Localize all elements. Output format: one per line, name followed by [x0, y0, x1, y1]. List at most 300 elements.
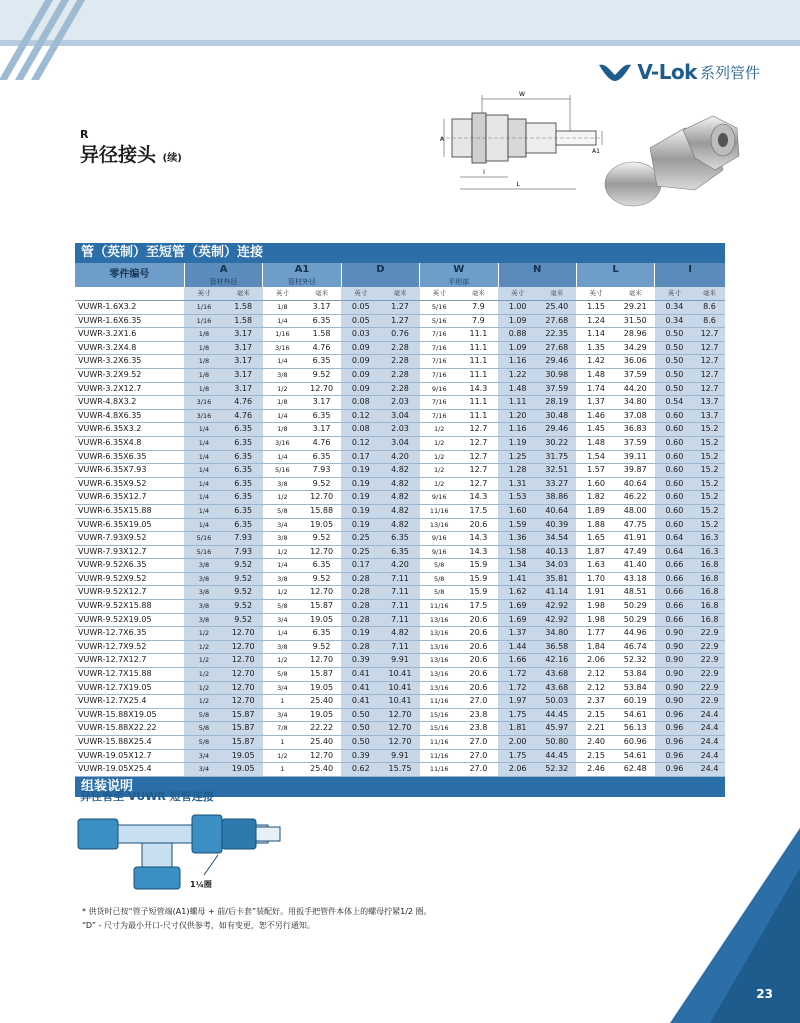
- cell-part-no: VUWR-9.52X6.35: [75, 559, 184, 573]
- cell-d-mm: 4.82: [380, 627, 419, 641]
- cell-part-no: VUWR-7.93X9.52: [75, 532, 184, 546]
- cell-n-mm: 28.19: [537, 396, 576, 410]
- cell-i-inch: 0.60: [655, 491, 694, 505]
- col-part-no: 零件编号: [75, 263, 184, 287]
- cell-part-no: VUWR-7.93X12.7: [75, 545, 184, 559]
- cell-w-inch: 15/16: [420, 722, 459, 736]
- cell-a-inch: 5/8: [184, 708, 223, 722]
- cell-n-mm: 27.68: [537, 314, 576, 328]
- table-row: [75, 695, 725, 709]
- cell-i-mm: 22.9: [694, 695, 725, 709]
- cell-a1-inch: 5/8: [263, 668, 302, 682]
- title-main: 异径接头: [80, 144, 157, 166]
- cell-a1-inch: 3/4: [263, 681, 302, 695]
- cell-n-inch: 1.11: [498, 396, 537, 410]
- cell-l-mm: 56.13: [616, 722, 655, 736]
- cell-a-inch: 1/4: [184, 464, 223, 478]
- cell-l-inch: 2.40: [576, 736, 615, 750]
- cell-i-mm: 16.3: [694, 545, 725, 559]
- table-row: [75, 559, 725, 573]
- cell-a-inch: 1/2: [184, 695, 223, 709]
- table-row: [75, 708, 725, 722]
- cell-a1-mm: 12.70: [302, 382, 341, 396]
- cell-i-mm: 8.6: [694, 314, 725, 328]
- cell-a-inch: 1/8: [184, 368, 223, 382]
- cell-a-inch: 1/8: [184, 328, 223, 342]
- table-row: [75, 627, 725, 641]
- cell-d-inch: 0.39: [341, 749, 380, 763]
- cell-a-mm: 12.70: [224, 627, 263, 641]
- table-row: [75, 382, 725, 396]
- table-row: [75, 640, 725, 654]
- col-w-sub: 平坦部: [420, 277, 498, 287]
- cell-a1-inch: 1: [263, 695, 302, 709]
- col-w: W: [420, 263, 498, 277]
- cell-w-inch: 13/16: [420, 613, 459, 627]
- cell-i-mm: 8.6: [694, 301, 725, 315]
- cell-i-inch: 0.64: [655, 532, 694, 546]
- cell-a-mm: 4.76: [224, 396, 263, 410]
- cell-l-inch: 1.77: [576, 627, 615, 641]
- unit-mm: 毫米: [537, 287, 576, 301]
- cell-n-mm: 34.80: [537, 627, 576, 641]
- cell-d-mm: 2.28: [380, 341, 419, 355]
- cell-i-mm: 16.8: [694, 613, 725, 627]
- cell-w-inch: 5/16: [420, 314, 459, 328]
- cell-part-no: VUWR-15.88X25.4: [75, 736, 184, 750]
- cell-a-mm: 12.70: [224, 681, 263, 695]
- cell-d-inch: 0.09: [341, 341, 380, 355]
- cell-a-mm: 3.17: [224, 382, 263, 396]
- cell-w-mm: 11.1: [459, 355, 498, 369]
- col-i-sub: [655, 277, 725, 287]
- cell-l-mm: 48.51: [616, 586, 655, 600]
- cell-l-inch: 1.88: [576, 518, 615, 532]
- dim-w-label: W: [519, 91, 525, 98]
- cell-l-inch: 1.82: [576, 491, 615, 505]
- cell-a-mm: 19.05: [224, 763, 263, 777]
- cell-d-inch: 0.41: [341, 668, 380, 682]
- cell-d-mm: 7.11: [380, 572, 419, 586]
- cell-d-mm: 1.27: [380, 301, 419, 315]
- assembly-section-title: 组装说明: [75, 777, 725, 797]
- cell-l-inch: 1.60: [576, 477, 615, 491]
- dimension-table: [75, 243, 725, 797]
- cell-l-inch: 1.45: [576, 423, 615, 437]
- cell-i-inch: 0.60: [655, 423, 694, 437]
- cell-n-inch: 1.75: [498, 749, 537, 763]
- cell-l-mm: 37.59: [616, 368, 655, 382]
- cell-n-inch: 2.06: [498, 763, 537, 777]
- cell-i-mm: 15.2: [694, 477, 725, 491]
- cell-d-inch: 0.62: [341, 763, 380, 777]
- dim-a1-label: A1: [592, 148, 600, 155]
- cell-w-mm: 20.6: [459, 627, 498, 641]
- table-row: [75, 613, 725, 627]
- cell-part-no: VUWR-3.2X6.35: [75, 355, 184, 369]
- cell-i-mm: 12.7: [694, 368, 725, 382]
- cell-a-mm: 6.35: [224, 436, 263, 450]
- table-row: [75, 477, 725, 491]
- cell-a1-inch: 3/8: [263, 572, 302, 586]
- cell-n-mm: 31.75: [537, 450, 576, 464]
- cell-l-mm: 46.22: [616, 491, 655, 505]
- cell-l-mm: 28.96: [616, 328, 655, 342]
- cell-i-mm: 16.8: [694, 600, 725, 614]
- cell-a1-inch: 1/8: [263, 396, 302, 410]
- cell-w-inch: 1/2: [420, 464, 459, 478]
- cell-d-inch: 0.03: [341, 328, 380, 342]
- cell-d-mm: 9.91: [380, 654, 419, 668]
- cell-part-no: VUWR-6.35X19.05: [75, 518, 184, 532]
- cell-n-inch: 1.75: [498, 708, 537, 722]
- table-row: [75, 572, 725, 586]
- table-row: [75, 722, 725, 736]
- cell-a-mm: 6.35: [224, 491, 263, 505]
- cell-a-mm: 6.35: [224, 504, 263, 518]
- cell-n-mm: 40.39: [537, 518, 576, 532]
- unit-cell-blank: [75, 287, 184, 301]
- cell-d-mm: 2.28: [380, 355, 419, 369]
- unit-inch: 英寸: [498, 287, 537, 301]
- cell-d-inch: 0.19: [341, 518, 380, 532]
- cell-i-inch: 0.50: [655, 328, 694, 342]
- cell-w-mm: 14.3: [459, 382, 498, 396]
- cell-a-mm: 15.87: [224, 736, 263, 750]
- cell-a1-mm: 19.05: [302, 613, 341, 627]
- logo-mark-icon: [597, 61, 633, 83]
- cell-i-mm: 15.2: [694, 436, 725, 450]
- cell-l-inch: 1.14: [576, 328, 615, 342]
- cell-n-inch: 1.16: [498, 355, 537, 369]
- cell-l-mm: 62.48: [616, 763, 655, 777]
- col-l: L: [576, 263, 654, 277]
- cell-n-inch: 1.58: [498, 545, 537, 559]
- cell-n-inch: 1.09: [498, 341, 537, 355]
- cell-a1-inch: 1/2: [263, 586, 302, 600]
- cell-i-inch: 0.96: [655, 736, 694, 750]
- cell-w-mm: 20.6: [459, 668, 498, 682]
- cell-n-inch: 1.34: [498, 559, 537, 573]
- cell-w-mm: 11.1: [459, 341, 498, 355]
- cell-d-inch: 0.17: [341, 559, 380, 573]
- cell-a-inch: 1/8: [184, 341, 223, 355]
- cell-d-inch: 0.09: [341, 355, 380, 369]
- col-a: A: [184, 263, 262, 277]
- cell-a-inch: 3/16: [184, 409, 223, 423]
- cell-l-inch: 1.54: [576, 450, 615, 464]
- col-n: N: [498, 263, 576, 277]
- cell-d-inch: 0.41: [341, 695, 380, 709]
- cell-part-no: VUWR-6.35X6.35: [75, 450, 184, 464]
- cell-a-mm: 3.17: [224, 341, 263, 355]
- cell-i-mm: 12.7: [694, 328, 725, 342]
- cell-w-inch: 9/16: [420, 532, 459, 546]
- cell-a1-inch: 3/8: [263, 640, 302, 654]
- cell-d-mm: 1.27: [380, 314, 419, 328]
- cell-w-inch: 7/16: [420, 396, 459, 410]
- cell-a1-inch: 1/2: [263, 545, 302, 559]
- cell-a1-mm: 6.35: [302, 450, 341, 464]
- cell-w-mm: 7.9: [459, 314, 498, 328]
- cell-i-mm: 24.4: [694, 708, 725, 722]
- cell-a1-mm: 7.93: [302, 464, 341, 478]
- cell-l-inch: 2.15: [576, 708, 615, 722]
- cell-a-mm: 12.70: [224, 640, 263, 654]
- cell-l-mm: 60.19: [616, 695, 655, 709]
- cell-a-inch: 1/2: [184, 654, 223, 668]
- cell-n-mm: 34.03: [537, 559, 576, 573]
- cell-l-inch: 1.48: [576, 436, 615, 450]
- unit-inch: 英寸: [263, 287, 302, 301]
- cell-w-inch: 5/8: [420, 572, 459, 586]
- cell-d-mm: 4.82: [380, 491, 419, 505]
- cell-l-mm: 54.61: [616, 708, 655, 722]
- cell-w-mm: 17.5: [459, 600, 498, 614]
- cell-w-inch: 11/16: [420, 600, 459, 614]
- cell-w-mm: 12.7: [459, 450, 498, 464]
- cell-i-mm: 12.7: [694, 382, 725, 396]
- cell-a-mm: 12.70: [224, 654, 263, 668]
- cell-w-inch: 11/16: [420, 763, 459, 777]
- cell-d-mm: 4.82: [380, 504, 419, 518]
- cell-w-mm: 11.1: [459, 328, 498, 342]
- cell-w-mm: 14.3: [459, 491, 498, 505]
- cell-i-mm: 16.8: [694, 559, 725, 573]
- cell-l-inch: 2.37: [576, 695, 615, 709]
- note-1: * 供货时已按“管子短管端(A1)螺母 + 前/后卡套”装配好。用扳手把管件本体上的螺母拧紧1/2 圈。: [82, 907, 432, 916]
- table-row: [75, 423, 725, 437]
- cell-i-mm: 16.8: [694, 572, 725, 586]
- cell-a1-inch: 1/8: [263, 301, 302, 315]
- cell-a-mm: 6.35: [224, 518, 263, 532]
- cell-n-mm: 40.64: [537, 504, 576, 518]
- cell-w-mm: 12.7: [459, 423, 498, 437]
- cell-n-mm: 42.92: [537, 600, 576, 614]
- cell-a1-inch: 1/4: [263, 559, 302, 573]
- cell-n-mm: 44.45: [537, 749, 576, 763]
- cell-n-inch: 1.31: [498, 477, 537, 491]
- cell-a1-inch: 1/4: [263, 627, 302, 641]
- cell-part-no: VUWR-3.2X9.52: [75, 368, 184, 382]
- cell-part-no: VUWR-9.52X15.88: [75, 600, 184, 614]
- cell-a-inch: 1/4: [184, 477, 223, 491]
- cell-d-inch: 0.28: [341, 586, 380, 600]
- cell-i-mm: 24.4: [694, 736, 725, 750]
- cell-a-mm: 3.17: [224, 368, 263, 382]
- cell-d-mm: 0.76: [380, 328, 419, 342]
- cell-d-inch: 0.12: [341, 409, 380, 423]
- cell-w-inch: 7/16: [420, 409, 459, 423]
- table-row: [75, 654, 725, 668]
- cell-w-mm: 20.6: [459, 518, 498, 532]
- cell-l-inch: 1.70: [576, 572, 615, 586]
- cell-l-mm: 60.96: [616, 736, 655, 750]
- cell-a-mm: 15.87: [224, 722, 263, 736]
- cell-w-inch: 13/16: [420, 668, 459, 682]
- table-row: [75, 749, 725, 763]
- table-row: [75, 545, 725, 559]
- cell-a-inch: 3/4: [184, 763, 223, 777]
- cell-i-inch: 0.60: [655, 464, 694, 478]
- cell-w-mm: 12.7: [459, 464, 498, 478]
- cell-a-mm: 12.70: [224, 668, 263, 682]
- cell-a-inch: 5/16: [184, 545, 223, 559]
- cell-i-mm: 12.7: [694, 341, 725, 355]
- cell-w-mm: 20.6: [459, 654, 498, 668]
- cell-a-mm: 3.17: [224, 355, 263, 369]
- cell-a-mm: 9.52: [224, 600, 263, 614]
- cell-a1-inch: 3/8: [263, 368, 302, 382]
- cell-d-inch: 0.28: [341, 572, 380, 586]
- cell-n-mm: 41.14: [537, 586, 576, 600]
- cell-n-inch: 1.25: [498, 450, 537, 464]
- cell-a1-mm: 9.52: [302, 532, 341, 546]
- cell-l-inch: 2.15: [576, 749, 615, 763]
- cell-w-inch: 7/16: [420, 341, 459, 355]
- cell-n-mm: 33.27: [537, 477, 576, 491]
- cell-n-mm: 36.58: [537, 640, 576, 654]
- brand-logo: [597, 58, 760, 86]
- cell-n-mm: 32.51: [537, 464, 576, 478]
- cell-l-mm: 39.11: [616, 450, 655, 464]
- cell-w-inch: 9/16: [420, 382, 459, 396]
- cell-a-inch: 1/4: [184, 504, 223, 518]
- cell-a-inch: 1/8: [184, 382, 223, 396]
- cell-n-inch: 1.59: [498, 518, 537, 532]
- table-row: [75, 600, 725, 614]
- cell-a1-inch: 3/8: [263, 532, 302, 546]
- cell-n-inch: 2.00: [498, 736, 537, 750]
- unit-inch: 英寸: [655, 287, 694, 301]
- cell-a-inch: 1/4: [184, 518, 223, 532]
- cell-n-inch: 1.36: [498, 532, 537, 546]
- unit-inch: 英寸: [341, 287, 380, 301]
- cell-l-inch: 2.12: [576, 668, 615, 682]
- unit-mm: 毫米: [459, 287, 498, 301]
- cell-part-no: VUWR-6.35X12.7: [75, 491, 184, 505]
- cell-n-mm: 35.81: [537, 572, 576, 586]
- cell-w-inch: 1/2: [420, 450, 459, 464]
- cell-part-no: VUWR-12.7X6.35: [75, 627, 184, 641]
- cell-a1-inch: 5/8: [263, 504, 302, 518]
- cell-w-inch: 11/16: [420, 736, 459, 750]
- cell-d-inch: 0.41: [341, 681, 380, 695]
- cell-w-mm: 20.6: [459, 640, 498, 654]
- cell-d-mm: 7.11: [380, 586, 419, 600]
- cell-a1-inch: 1/4: [263, 409, 302, 423]
- cell-a1-mm: 6.35: [302, 627, 341, 641]
- cell-w-inch: 7/16: [420, 328, 459, 342]
- cell-d-inch: 0.28: [341, 600, 380, 614]
- cell-l-inch: 2.06: [576, 654, 615, 668]
- cell-a1-mm: 9.52: [302, 477, 341, 491]
- cell-w-mm: 20.6: [459, 613, 498, 627]
- cell-w-mm: 15.9: [459, 586, 498, 600]
- cell-d-mm: 12.70: [380, 708, 419, 722]
- cell-a-inch: 1/16: [184, 314, 223, 328]
- cell-i-inch: 0.96: [655, 708, 694, 722]
- cell-part-no: VUWR-12.7X15.88: [75, 668, 184, 682]
- cell-d-mm: 12.70: [380, 722, 419, 736]
- cell-n-mm: 45.97: [537, 722, 576, 736]
- cell-w-inch: 1/2: [420, 423, 459, 437]
- cell-a-mm: 6.35: [224, 423, 263, 437]
- cell-a1-inch: 3/4: [263, 613, 302, 627]
- cell-n-inch: 1.72: [498, 681, 537, 695]
- cell-d-inch: 0.28: [341, 613, 380, 627]
- cell-n-inch: 1.53: [498, 491, 537, 505]
- cell-l-inch: 1.15: [576, 301, 615, 315]
- cell-w-mm: 23.8: [459, 722, 498, 736]
- cell-a1-inch: 1: [263, 763, 302, 777]
- cell-d-inch: 0.09: [341, 382, 380, 396]
- cell-d-mm: 6.35: [380, 532, 419, 546]
- cell-l-mm: 41.40: [616, 559, 655, 573]
- cell-a-inch: 3/8: [184, 559, 223, 573]
- page-title: [80, 140, 182, 167]
- cell-w-inch: 11/16: [420, 695, 459, 709]
- cell-w-mm: 20.6: [459, 681, 498, 695]
- cell-l-mm: 37.08: [616, 409, 655, 423]
- cell-l-mm: 34.80: [616, 396, 655, 410]
- title-prefix: R: [80, 128, 89, 141]
- cell-n-mm: 22.35: [537, 328, 576, 342]
- cell-a1-inch: 1/2: [263, 749, 302, 763]
- cell-i-mm: 24.4: [694, 749, 725, 763]
- col-a1-sub: 管材外径: [263, 277, 341, 287]
- cell-w-mm: 7.9: [459, 301, 498, 315]
- table-row: [75, 409, 725, 423]
- cell-d-mm: 4.82: [380, 518, 419, 532]
- turn-label: 1¼圈: [190, 880, 212, 889]
- cell-a1-mm: 22.22: [302, 722, 341, 736]
- cell-i-inch: 0.66: [655, 586, 694, 600]
- cell-d-mm: 3.04: [380, 409, 419, 423]
- cell-a-mm: 9.52: [224, 559, 263, 573]
- cell-part-no: VUWR-3.2X1.6: [75, 328, 184, 342]
- fitting-diagram: [430, 85, 610, 200]
- cell-n-inch: 1.69: [498, 613, 537, 627]
- cell-a-mm: 9.52: [224, 613, 263, 627]
- cell-n-inch: 1.28: [498, 464, 537, 478]
- cell-i-mm: 13.7: [694, 396, 725, 410]
- cell-l-inch: 1.74: [576, 382, 615, 396]
- cell-a-inch: 5/8: [184, 722, 223, 736]
- unit-inch: 英寸: [184, 287, 223, 301]
- cell-d-mm: 4.20: [380, 559, 419, 573]
- cell-part-no: VUWR-6.35X9.52: [75, 477, 184, 491]
- cell-w-mm: 12.7: [459, 436, 498, 450]
- cell-n-mm: 30.98: [537, 368, 576, 382]
- cell-d-inch: 0.19: [341, 464, 380, 478]
- cell-l-inch: 1.48: [576, 368, 615, 382]
- cell-d-inch: 0.50: [341, 722, 380, 736]
- cell-part-no: VUWR-12.7X25.4: [75, 695, 184, 709]
- dim-i-label: I: [483, 169, 485, 176]
- cell-d-mm: 6.35: [380, 545, 419, 559]
- cell-w-inch: 1/2: [420, 477, 459, 491]
- cell-part-no: VUWR-15.88X22.22: [75, 722, 184, 736]
- cell-n-inch: 1.19: [498, 436, 537, 450]
- cell-i-inch: 0.60: [655, 450, 694, 464]
- table-row: [75, 328, 725, 342]
- cell-d-inch: 0.17: [341, 450, 380, 464]
- cell-l-inch: 1.91: [576, 586, 615, 600]
- cell-i-inch: 0.64: [655, 545, 694, 559]
- cell-l-mm: 37.59: [616, 436, 655, 450]
- cell-a1-inch: 1/4: [263, 314, 302, 328]
